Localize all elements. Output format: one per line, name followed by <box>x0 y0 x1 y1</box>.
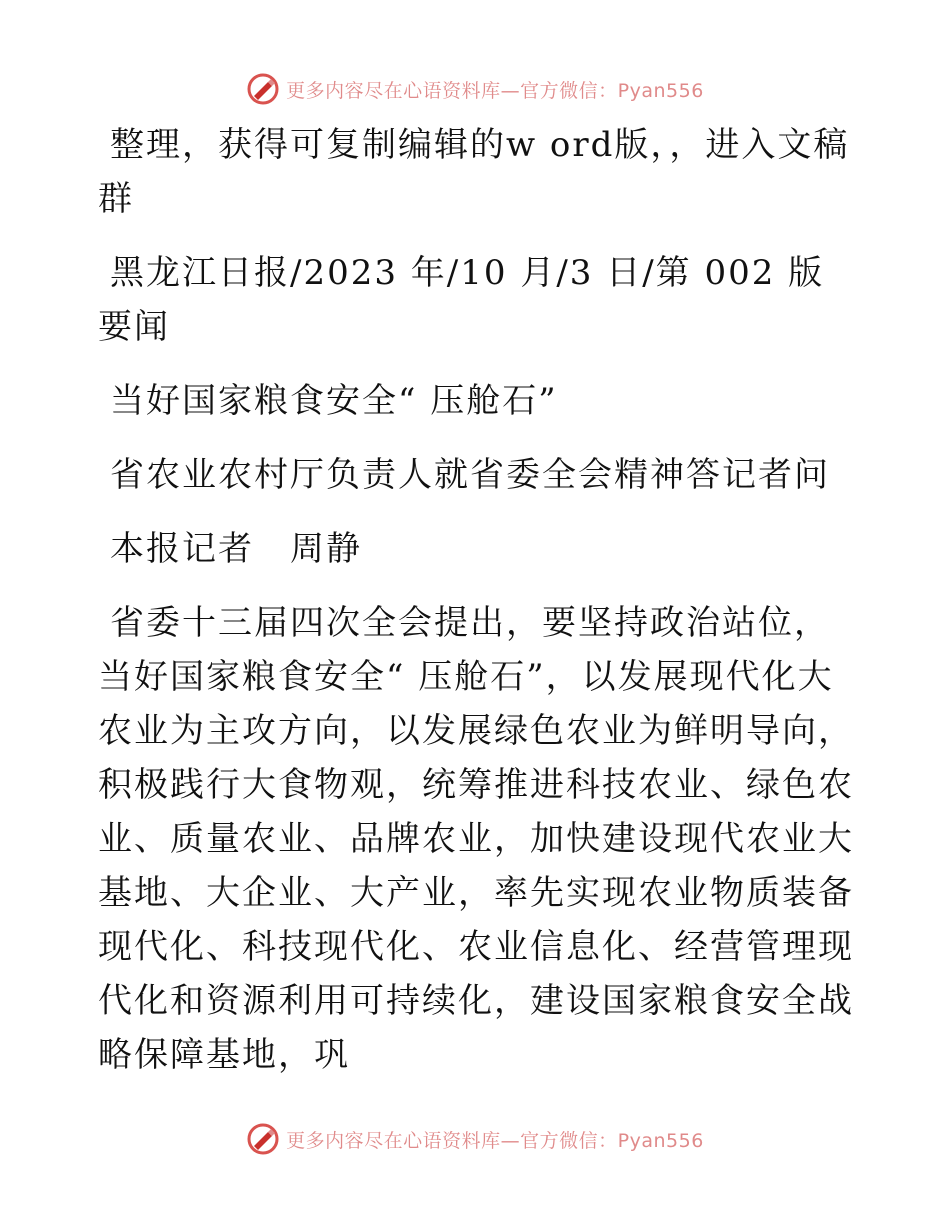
document-body <box>98 118 858 1102</box>
watermark-text: 更多内容尽在心语资料库—官方微信：Pyan556 <box>286 1129 704 1152</box>
headline: 当好国家粮食安全“ 压舱石” <box>110 381 558 421</box>
footer-watermark <box>0 1122 950 1156</box>
intro-paragraph: 整理，获得可复制编辑的w ord版，，进入文稿群 <box>98 125 850 219</box>
header-watermark <box>0 72 950 106</box>
pen-seal-logo-icon <box>246 72 280 106</box>
watermark-text: 更多内容尽在心语资料库—官方微信：Pyan556 <box>286 79 704 102</box>
pen-seal-logo-icon <box>246 1122 280 1156</box>
source-line: 黑龙江日报/2023 年/10 月/3 日/第 002 版要闻 <box>98 253 825 347</box>
byline: 本报记者 周静 <box>110 529 362 569</box>
subheadline: 省农业农村厅负责人就省委全会精神答记者问 <box>110 455 830 495</box>
body-paragraph: 省委十三届四次全会提出，要坚持政治站位，当好国家粮食安全“ 压舱石”，以发展现代化大农业为主攻方向，以发展绿色农业为鲜明导向，积极践行大食物观，统筹推进科技农业、绿色农业、质量农业、品牌农业，加快建设现代农业大基地、大企业、大产业，率先实现农业物质装备现代化、科技现代化、农业信息化、经营管理现代化和资源利用可持续化，建设国家粮食安全战略保障基地，巩 <box>98 603 854 1075</box>
